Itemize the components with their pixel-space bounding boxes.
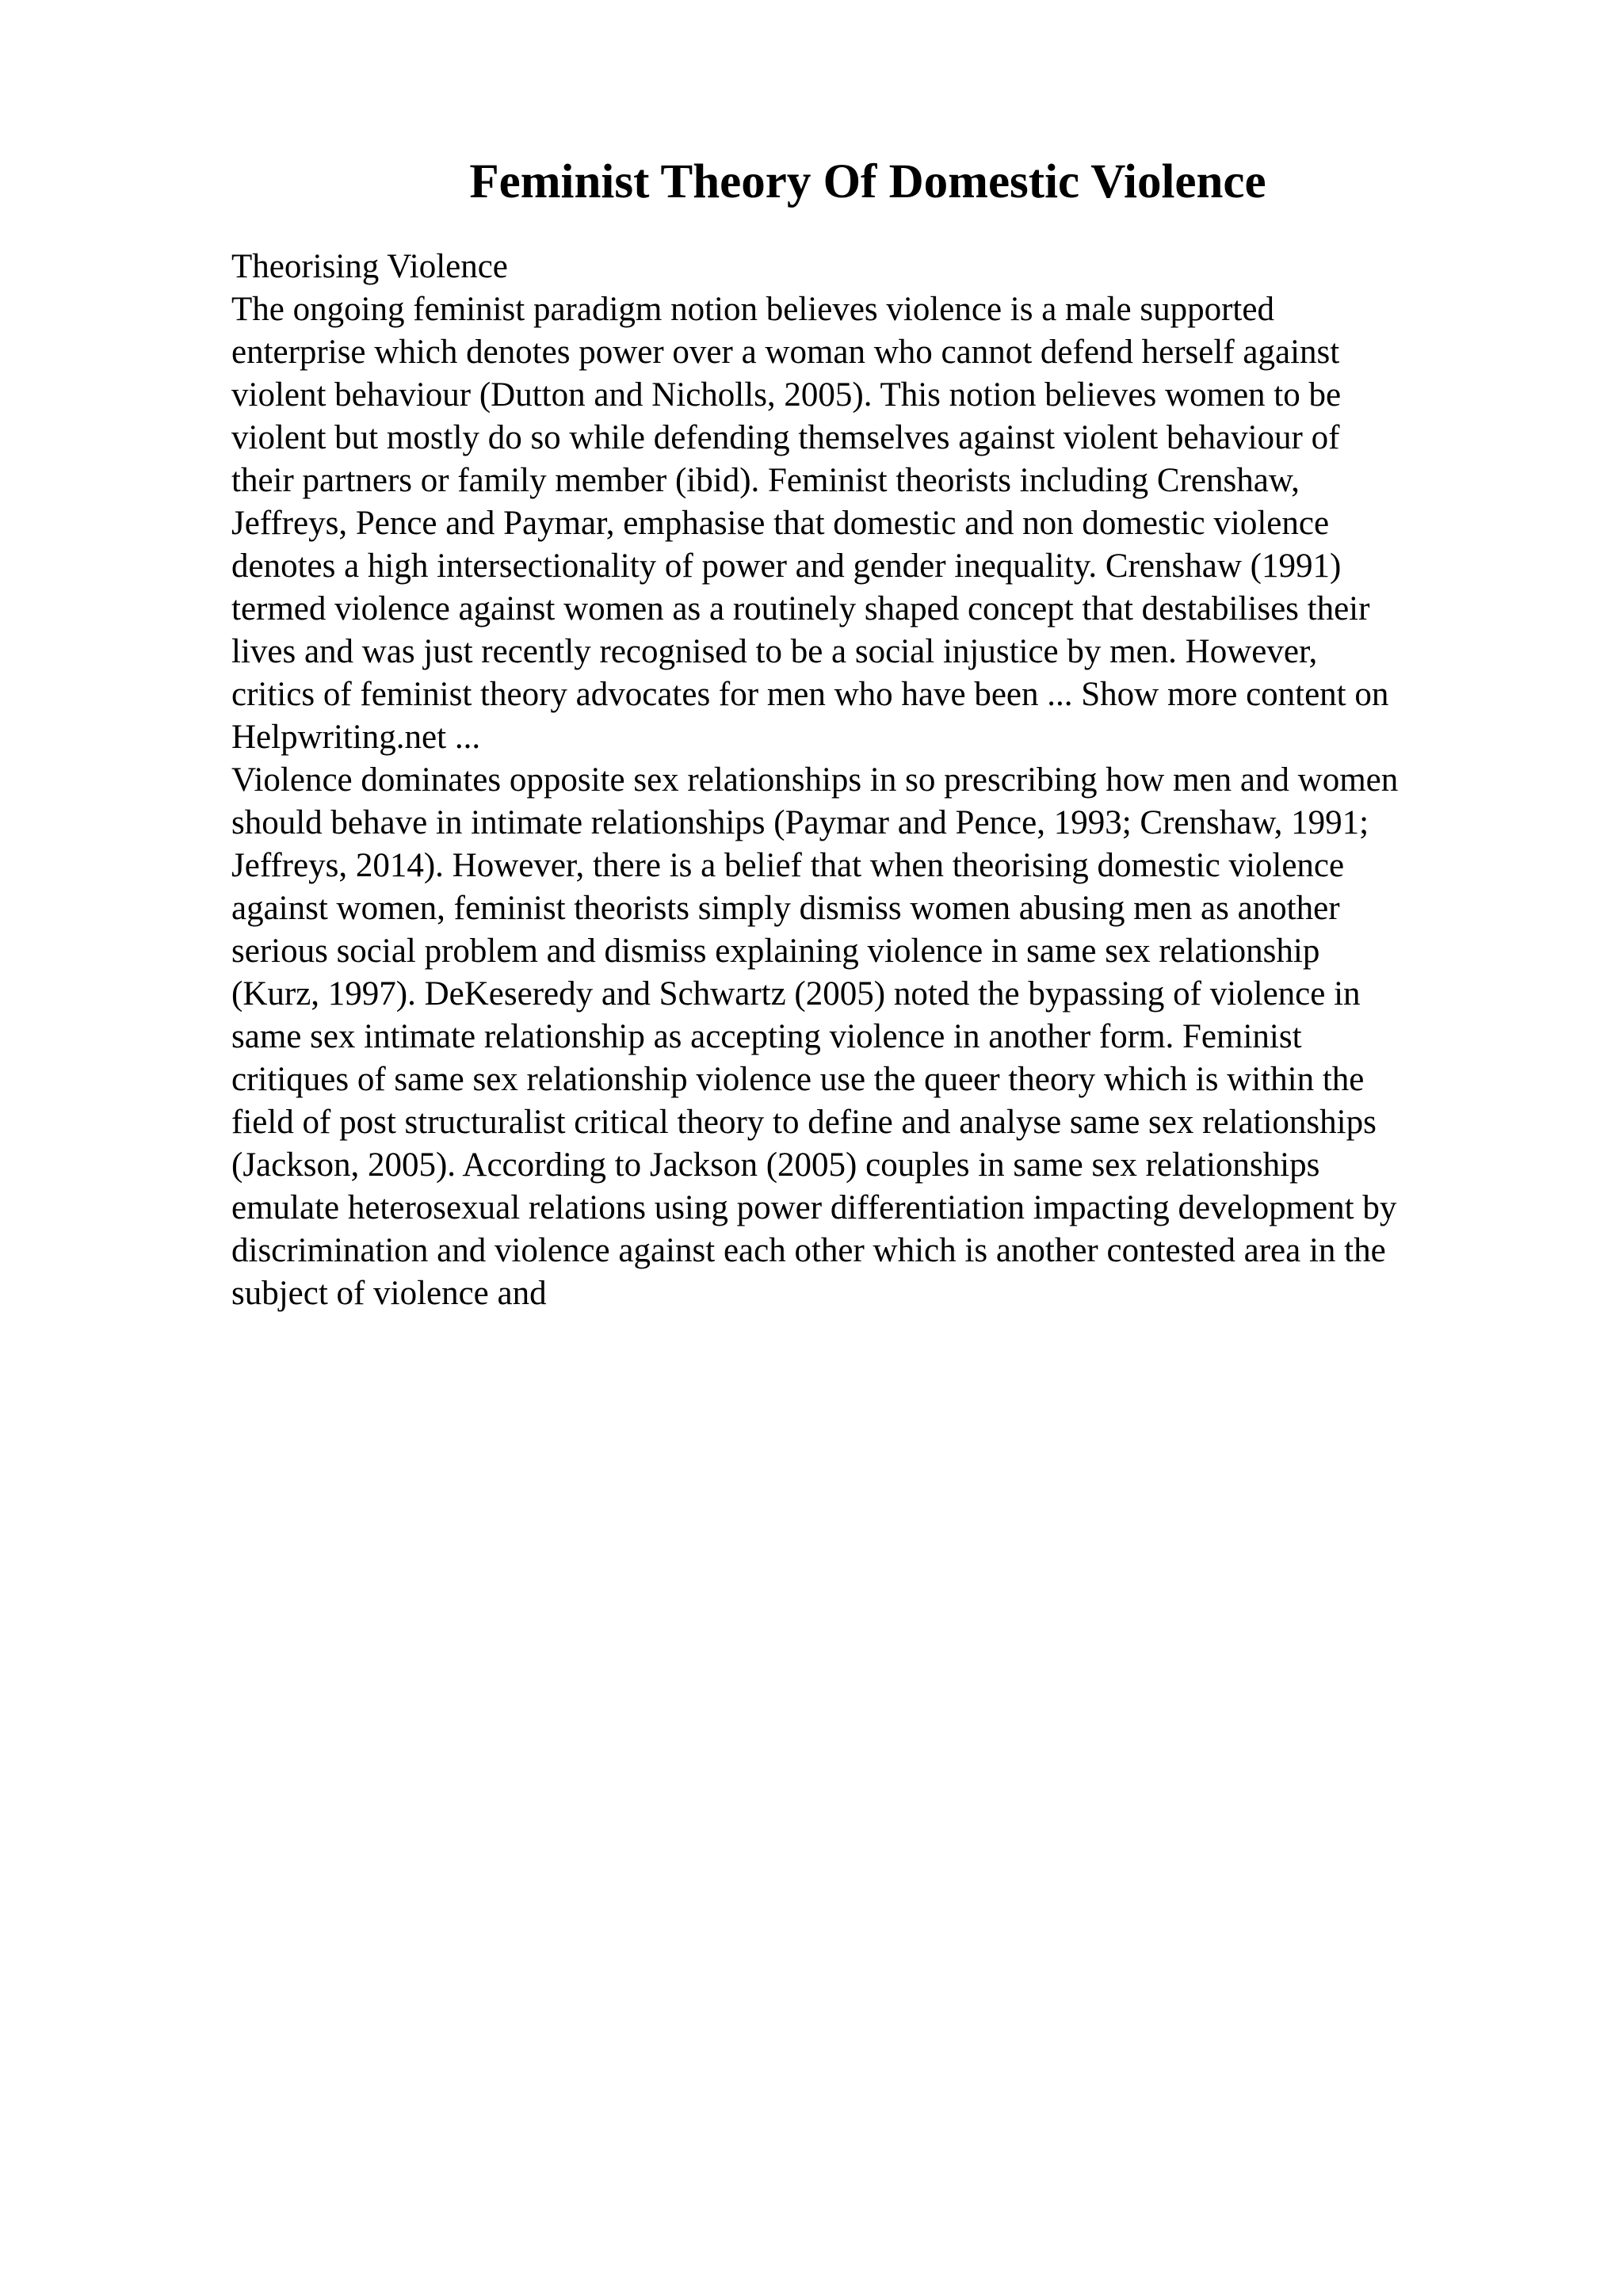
text-line: Jeffreys, 2014). However, there is a belief that when theorising domestic violence (231, 847, 1345, 884)
text-line: enterprise which denotes power over a woman who cannot defend herself against (231, 334, 1340, 371)
text-line: Helpwriting.net ... (231, 719, 481, 756)
text-line: violent but mostly do so while defending themselves against violent behaviour of (231, 419, 1340, 456)
text-line: denotes a high intersectionality of power and gender inequality. Crenshaw (1991) (231, 547, 1342, 585)
text-line: critics of feminist theory advocates for men who have been ... Show more content on (231, 676, 1389, 713)
text-line: should behave in intimate relationships (Paymar and Pence, 1993; Crenshaw, 1991; (231, 804, 1369, 841)
text-line: emulate heterosexual relations using power differentiation impacting development by (231, 1189, 1397, 1226)
text-line: against women, feminist theorists simply dismiss women abusing men as another (231, 890, 1340, 927)
document-body (231, 246, 1515, 1315)
text-line: Violence dominates opposite sex relationships in so prescribing how men and women (231, 761, 1399, 799)
text-line: violent behaviour (Dutton and Nicholls, 2005). This notion believes women to be (231, 376, 1342, 414)
text-line: lives and was just recently recognised to be a social injustice by men. However, (231, 633, 1318, 670)
text-line: (Kurz, 1997). DeKeseredy and Schwartz (2005) noted the bypassing of violence in (231, 975, 1361, 1013)
text-line: discrimination and violence against each other which is another contested area in the (231, 1232, 1386, 1269)
text-line: subject of violence and (231, 1275, 547, 1312)
text-line: same sex intimate relationship as accepting violence in another form. Feminist (231, 1018, 1302, 1055)
text-line: (Jackson, 2005). According to Jackson (2005) couples in same sex relationships (231, 1146, 1320, 1184)
text-line: The ongoing feminist paradigm notion believes violence is a male supported (231, 291, 1274, 328)
text-line: Jeffreys, Pence and Paymar, emphasise that domestic and non domestic violence (231, 505, 1330, 542)
document-title: Feminist Theory Of Domestic Violence (469, 155, 1266, 208)
text-line: their partners or family member (ibid). Feminist theorists including Crenshaw, (231, 462, 1300, 499)
text-line: serious social problem and dismiss explaining violence in same sex relationship (231, 933, 1320, 970)
section-heading: Theorising Violence (231, 248, 508, 285)
text-line: termed violence against women as a routinely shaped concept that destabilises their (231, 590, 1370, 627)
text-line: field of post structuralist critical theory to define and analyse same sex relationships (231, 1104, 1377, 1141)
text-line: critiques of same sex relationship violence use the queer theory which is within the (231, 1061, 1365, 1098)
